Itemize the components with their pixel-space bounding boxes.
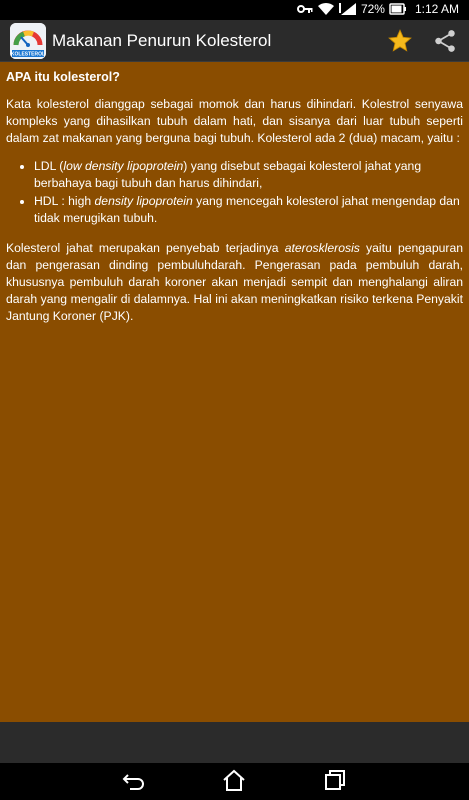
navigation-bar [0,763,469,800]
article-content[interactable] [0,62,469,722]
back-button[interactable] [121,769,147,793]
app-title: Makanan Penurun Kolesterol [52,31,272,50]
key-icon [297,4,313,14]
paragraph-intro: Kata kolesterol dianggap sebagai momok dan harus dihindari. Kolestrol senyawa kompleks yang dihasilkan tubuh dalam hati, dan sisanya dari luar tubuh seperti dalam zat makanan yang berguna bagi tubuh. Kolesterol ada 2 (dua) macam, yaitu : [6,97,463,145]
list-item-ldl: • LDL (low density lipoprotein) yang disebut sebagai kolesterol jahat yang berbahaya bagi tubuh dan harus dihindari, [34,158,463,192]
share-icon [432,28,458,54]
status-time: 1:12 AM [414,2,459,16]
home-button[interactable] [221,769,247,793]
status-icons [297,2,459,16]
article-heading: APA itu kolesterol? [6,70,120,84]
home-icon [221,769,247,793]
battery-percent: 72% [360,2,385,16]
action-bar [0,20,469,62]
share-button[interactable] [432,28,458,54]
bottom-bar [0,722,469,763]
wifi-icon [317,2,335,16]
recents-icon [322,769,348,793]
app-logo-label: KOLESTEROL [10,51,46,58]
app-logo-icon[interactable] [10,23,46,59]
battery-icon [389,2,407,16]
recents-button[interactable] [322,769,348,793]
favorite-button[interactable] [387,28,413,54]
star-icon [387,28,413,54]
status-bar [0,0,469,20]
back-icon [121,769,147,793]
signal-icon [339,2,357,16]
paragraph-aterosklerosis: Kolesterol jahat merupakan penyebab terjadinya aterosklerosis yaitu pengapuran dan pengerasan dinding pembuluhdarah. Pengerasan pada pembuluh darah, khususnya pembuluh darah koroner akan menjadi sempit dan menghalangi aliran darah yang mengalir di dalamnya. Hal ini akan meningkatkan risiko terkena Penyakit Jantung Koroner (PJK). [6,241,464,323]
cholesterol-types-list [6,158,463,227]
list-item-hdl: • HDL : high density lipoprotein yang mencegah kolesterol jahat mengendap dan tidak merugikan tubuh. [34,193,463,227]
